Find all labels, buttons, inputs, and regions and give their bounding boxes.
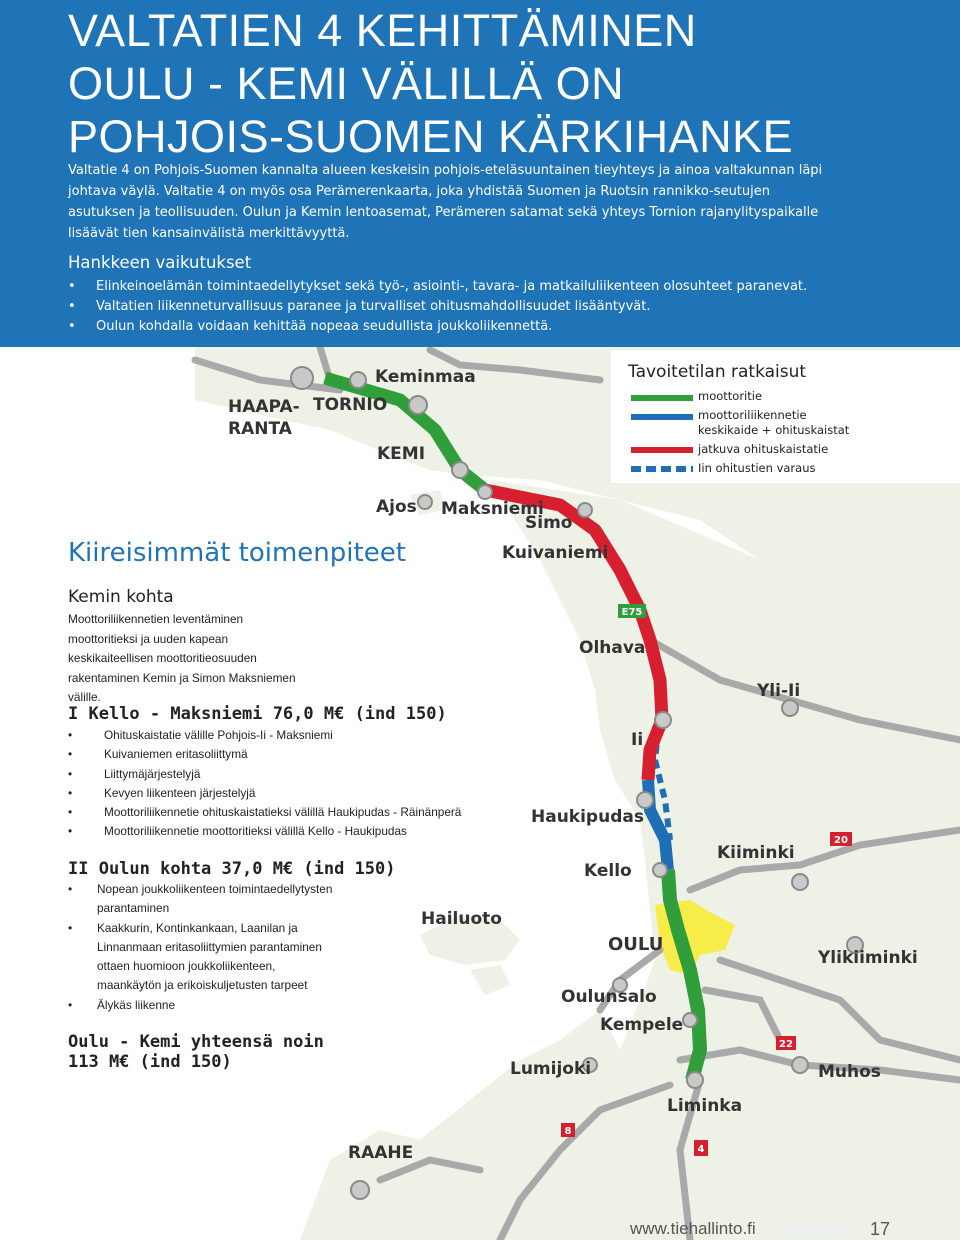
place-liminka: Liminka xyxy=(667,1096,743,1116)
intro-paragraph: Valtatie 4 on Pohjois-Suomen kannalta alueen keskeisin pohjois-eteläsuuntainen tieyhteys ja ainoa valtakunnan läpi johtava väylä. Valtatie 4 on myös osa Perämerenkaarta, joka yhdistää Suomen ja Ruotsin rannikko-seutujen asutuksen ja teollisuuden. Oulun ja Kemin lentoasemat, Perämeren satamat sekä yhteys Tornion rajanylityspaikalle lisäävät tien kansainvälistä merkittävyyttä. xyxy=(68,163,823,241)
place-kemi: KEMI xyxy=(377,444,426,464)
place-haaparanta-line-2: RANTA xyxy=(228,419,292,439)
title-line-1: VALTATIEN 4 KEHITTÄMINEN xyxy=(68,5,697,56)
legend-label-passing-lanes: jatkuva ohituskaistatie xyxy=(698,442,829,456)
road-sign-8 xyxy=(561,1123,575,1137)
place-yli-ii: Yli-Ii xyxy=(757,681,801,701)
header-banner xyxy=(0,0,960,347)
place-ii: Ii xyxy=(631,730,644,750)
place-lumijoki: Lumijoki xyxy=(510,1059,592,1079)
road-sign-e75 xyxy=(618,604,646,618)
oulu-measures-list xyxy=(68,880,333,1015)
legend-label-motorway: moottoritie xyxy=(698,389,763,403)
kello-heading: I Kello - Maksniemi 76,0 M€ (ind 150) xyxy=(68,704,447,724)
page-title xyxy=(68,4,793,163)
impact-item: • Valtatien liikenneturvallisuus paranee ja turvalliset ohitusmahdollisuudet lisääntyvät. xyxy=(68,297,807,317)
legend-item-mlt xyxy=(631,408,951,440)
legend-swatch-dashed-blue xyxy=(631,466,693,472)
legend-label-ii-bypass: Iin ohitustien varaus xyxy=(698,461,816,475)
map-legend xyxy=(611,350,960,483)
footer-bar xyxy=(780,1223,855,1237)
place-haaparanta-line-1: HAAPA- xyxy=(228,397,300,417)
kemi-text: Moottoriliikennetien leventäminen moottoritieksi ja uuden kapean keskikaiteellisen moottoritieosuuden rakentaminen Kemin ja Simon Maksniemen välille. xyxy=(68,612,296,704)
road-sign-22 xyxy=(776,1036,796,1050)
impacts-heading: Hankkeen vaikutukset xyxy=(68,253,252,272)
oulu-measure-item: • Kaakkurin, Kontinkankaan, Laanilan ja Linnanmaan eritasoliittymien parantaminen ottaen huomioon joukkoliikenteen, maankäytön ja erikoiskuljetusten tarpeet xyxy=(68,919,333,996)
kello-measure-item: • Ohituskaistatie välille Pohjois-Ii - Maksniemi xyxy=(68,726,461,745)
title-line-3: POHJOIS-SUOMEN KÄRKIHANKE xyxy=(68,111,794,162)
measures-panel xyxy=(0,492,490,1240)
road-sign-22-label: 22 xyxy=(779,1039,793,1050)
place-kuivaniemi: Kuivaniemi xyxy=(502,543,609,563)
legend-swatch-blue xyxy=(631,414,693,420)
place-haukipudas: Haukipudas xyxy=(531,807,644,827)
footer-url[interactable]: www.tiehallinto.fi xyxy=(630,1219,756,1238)
kello-measure-item: • Kuivaniemen eritasoliittymä xyxy=(68,745,461,764)
legend-swatch-green xyxy=(631,395,693,401)
legend-label-mlt: moottoriliikennetie keskikaide + ohituskaistat xyxy=(698,408,850,437)
impacts-list xyxy=(68,277,807,337)
road-sign-e75-label: E75 xyxy=(621,607,643,618)
kello-measure-item: • Kevyen liikenteen järjestelyjä xyxy=(68,784,461,803)
kello-measures-list xyxy=(68,726,461,842)
kello-measure-item: • Moottoriliikennetie moottoritieksi välillä Kello - Haukipudas xyxy=(68,822,461,841)
legend-swatch-red xyxy=(631,447,693,453)
measures-title: Kiireisimmät toimenpiteet xyxy=(68,538,406,568)
road-sign-20-label: 20 xyxy=(834,835,848,846)
impact-item: • Oulun kohdalla voidaan kehittää nopeaa seudullista joukkoliikennettä. xyxy=(68,317,807,337)
place-olhava: Olhava xyxy=(579,638,646,658)
place-raahe: RAAHE xyxy=(348,1143,414,1163)
road-sign-20 xyxy=(830,832,852,846)
place-ylikiiminki: Ylikiiminki xyxy=(818,948,918,968)
place-oulu: OULU xyxy=(608,934,664,955)
kello-measure-item: • Moottoriliikennetie ohituskaistatieksi välillä Haukipudas - Räinänperä xyxy=(68,803,461,822)
place-ajos: Ajos xyxy=(376,497,417,517)
title-line-2: OULU - KEMI VÄLILLÄ ON xyxy=(68,58,625,109)
kello-measure-item: • Liittymäjärjestelyjä xyxy=(68,765,461,784)
place-keminmaa: Keminmaa xyxy=(375,367,476,387)
place-simo: Simo xyxy=(525,513,573,533)
oulu-heading: II Oulun kohta 37,0 M€ (ind 150) xyxy=(68,859,396,879)
oulu-measure-item: • Älykäs liikenne xyxy=(68,996,333,1015)
road-sign-4 xyxy=(694,1140,708,1156)
road-sign-4-label: 4 xyxy=(697,1144,705,1155)
legend-title: Tavoitetilan ratkaisut xyxy=(628,362,807,382)
impact-item: • Elinkeinoelämän toimintaedellytykset sekä työ-, asiointi-, tavara- ja matkailuliikenteen olosuhteet paranevat. xyxy=(68,277,807,297)
oulu-measure-item: • Nopean joukkoliikenteen toimintaedellytysten parantaminen xyxy=(68,880,333,919)
place-maksniemi: Maksniemi xyxy=(441,499,544,519)
place-kiiminki: Kiiminki xyxy=(717,843,795,863)
kemi-heading: Kemin kohta xyxy=(68,587,174,607)
place-kello: Kello xyxy=(584,861,632,881)
page-number: 17 xyxy=(870,1219,891,1239)
legend-item-ii-bypass xyxy=(631,461,951,493)
road-sign-8-label: 8 xyxy=(564,1126,572,1137)
total-cost: Oulu - Kemi yhteensä noin 113 M€ (ind 150) xyxy=(68,1032,324,1072)
place-hailuoto: Hailuoto xyxy=(421,909,502,929)
place-oulunsalo: Oulunsalo xyxy=(561,987,657,1007)
place-tornio: TORNIO xyxy=(313,395,388,415)
place-muhos: Muhos xyxy=(818,1062,881,1082)
place-kempele: Kempele xyxy=(600,1015,684,1035)
